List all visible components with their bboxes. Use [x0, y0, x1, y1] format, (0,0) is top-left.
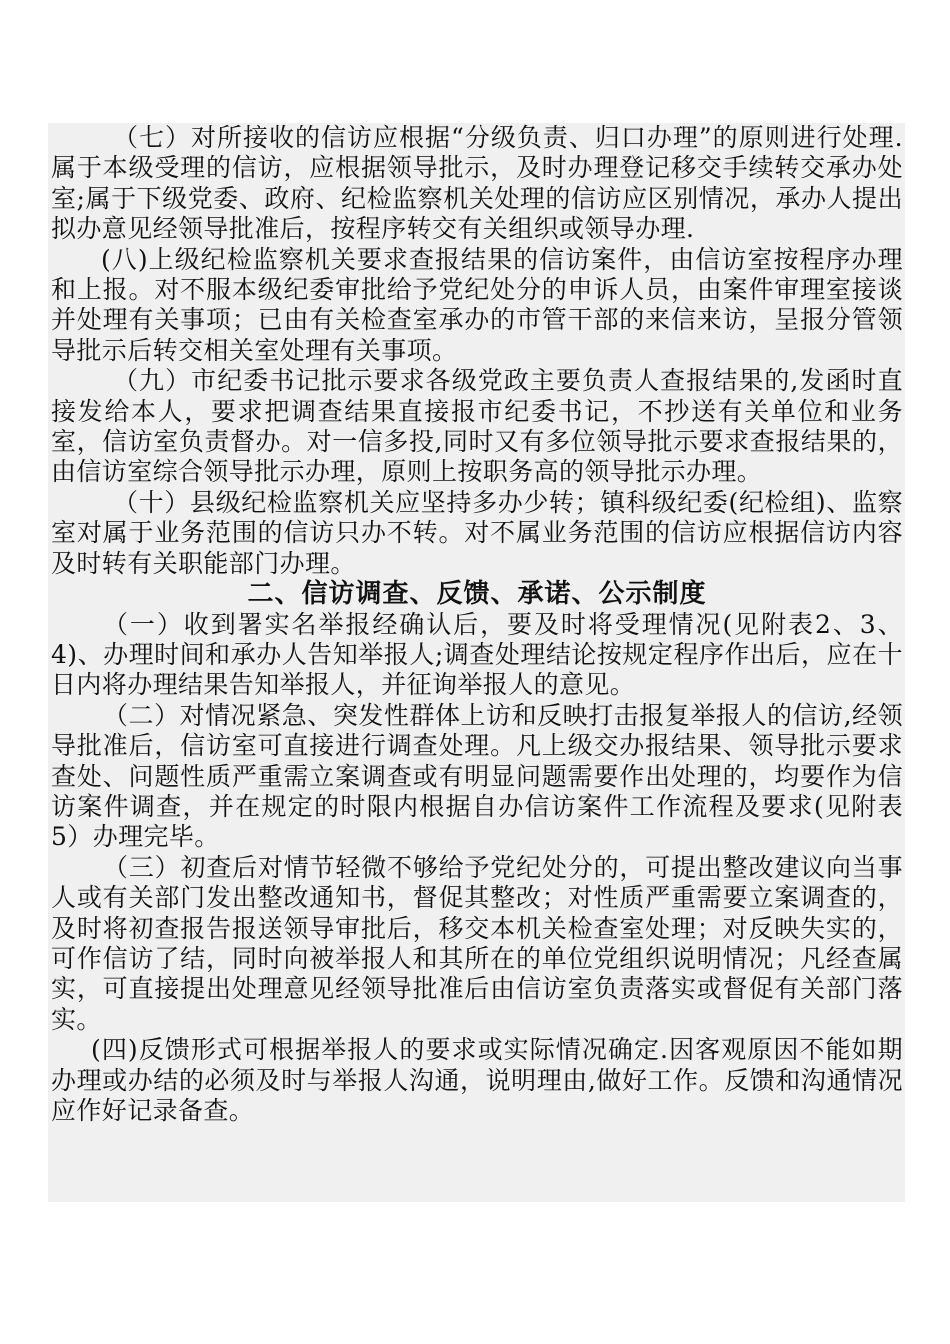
- paragraph-item-10: （十）县级纪检监察机关应坚持多办少转；镇科级纪委(纪检组)、监察室对属于业务范围的信访只办不转。对不属业务范围的信访应根据信访内容及时转有关职能部门办理。: [51, 487, 903, 578]
- paragraph-item-8: (八)上级纪检监察机关要求查报结果的信访案件，由信访室按程序办理和上报。对不服本级纪委审批给予党纪处分的申诉人员，由案件审理室接谈并处理有关事项；已由有关检查室承办的市管干部的来信来访，呈报分管领导批示后转交相关室处理有关事项。: [51, 244, 903, 365]
- paragraph-item-7: （七）对所接收的信访应根据“分级负责、归口办理”的原则进行处理.属于本级受理的信访，应根据领导批示，及时办理登记移交手续转交承办处室;属于下级党委、政府、纪检监察机关处理的信访应区别情况，承办人提出拟办意见经领导批准后，按程序转交有关组织或领导办理.: [51, 123, 903, 244]
- document-text-block: [48, 123, 905, 1202]
- paragraph-section2-item-2: （二）对情况紧急、突发性群体上访和反映打击报复举报人的信访,经领导批准后，信访室可直接进行调查处理。凡上级交办报结果、领导批示要求查处、问题性质严重需立案调查或有明显问题需要作出处理的，均要作为信访案件调查，并在规定的时限内根据自办信访案件工作流程及要求(见附表5）办理完毕。: [51, 700, 903, 852]
- paragraph-item-9: （九）市纪委书记批示要求各级党政主要负责人查报结果的,发函时直接发给本人，要求把调查结果直接报市纪委书记，不抄送有关单位和业务室，信访室负责督办。对一信多投,同时又有多位领导批示要求查报结果的，由信访室综合领导批示办理，原则上按职务高的领导批示办理。: [51, 366, 903, 487]
- paragraph-section2-item-3: （三）初查后对情节轻微不够给予党纪处分的，可提出整改建议向当事人或有关部门发出整改通知书，督促其整改；对性质严重需要立案调查的，及时将初查报告报送领导审批后，移交本机关检查室处理；对反映失实的，可作信访了结，同时向被举报人和其所在的单位党组织说明情况；凡经查属实，可直接提出处理意见经领导批准后由信访室负责落实或督促有关部门落实。: [51, 852, 903, 1034]
- paragraph-section2-item-4: (四)反馈形式可根据举报人的要求或实际情况确定.因客观原因不能如期办理或办结的必须及时与举报人沟通，说明理由,做好工作。反馈和沟通情况应作好记录备查。: [51, 1035, 903, 1125]
- paragraph-section2-item-1: （一）收到署实名举报经确认后，要及时将受理情况(见附表2、3、4)、办理时间和承办人告知举报人;调查处理结论按规定程序作出后，应在十日内将办理结果告知举报人，并征询举报人的意见。: [51, 609, 903, 700]
- section-heading: 二、信访调查、反馈、承诺、公示制度: [247, 579, 707, 610]
